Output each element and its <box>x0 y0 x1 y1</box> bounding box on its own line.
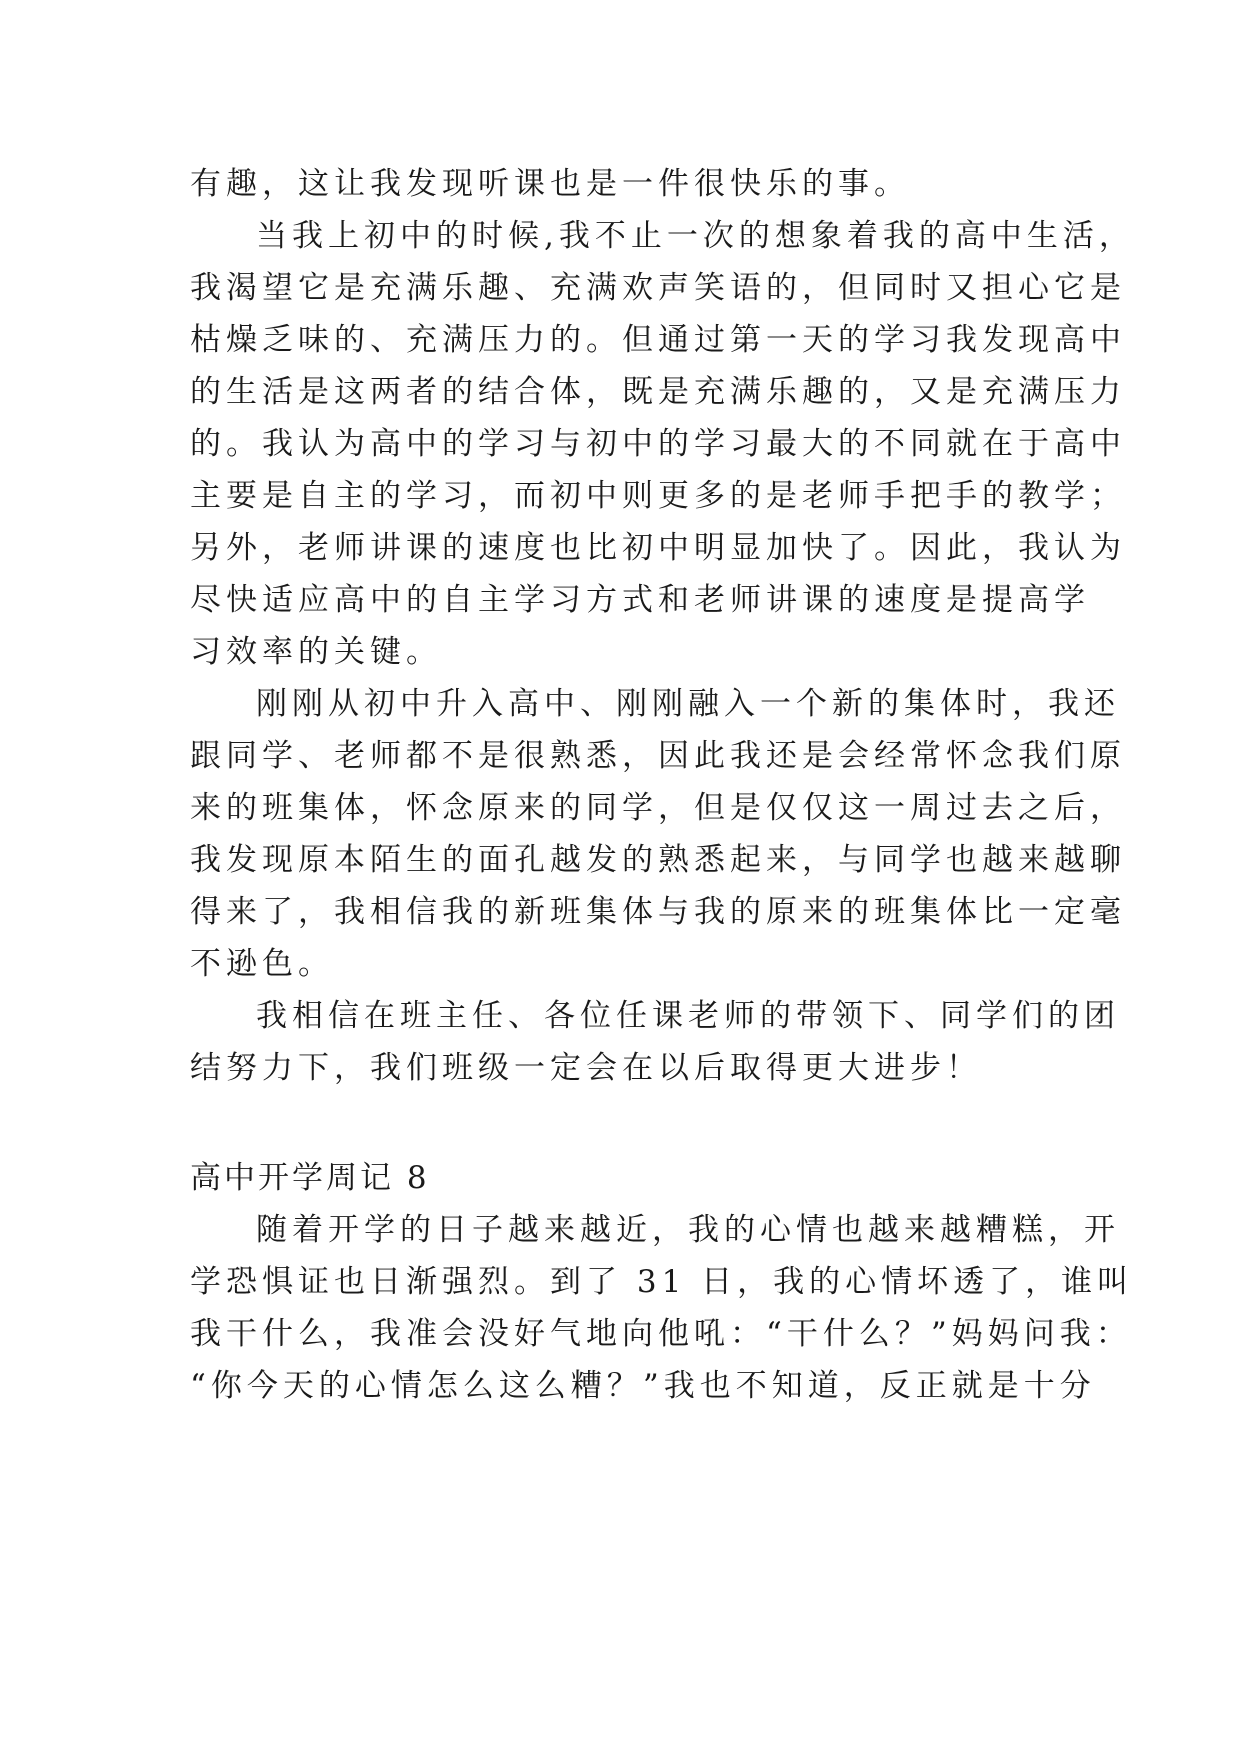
essay-8-body <box>190 1204 1134 1412</box>
text-line: 有趣，这让我发现听课也是一件很快乐的事。 <box>190 166 910 202</box>
text-line: 我干什么，我准会没好气地向他吼：“干什么？”妈妈问我： <box>190 1316 1132 1352</box>
text-line: 主要是自主的学习，而初中则更多的是老师手把手的教学； <box>190 478 1126 514</box>
text-line: 另外，老师讲课的速度也比初中明显加快了。因此，我认为 <box>190 530 1126 566</box>
text-line: 我相信在班主任、各位任课老师的带领下、同学们的团 <box>256 998 1120 1034</box>
text-line: 不逊色。 <box>190 946 334 982</box>
section-gap <box>190 1094 1090 1152</box>
text-line: 当我上初中的时候,我不止一次的想象着我的高中生活， <box>256 218 1135 254</box>
text-line: 我发现原本陌生的面孔越发的熟悉起来，与同学也越来越聊 <box>190 842 1126 878</box>
text-line: 刚刚从初中升入高中、刚刚融入一个新的集体时，我还 <box>256 686 1120 722</box>
text-line: 我渴望它是充满乐趣、充满欢声笑语的，但同时又担心它是 <box>190 270 1126 306</box>
section-heading: 高中开学周记 8 <box>190 1160 430 1196</box>
text-line: “你今天的心情怎么这么糟？”我也不知道，反正就是十分 <box>190 1368 1096 1404</box>
text-line: 的。我认为高中的学习与初中的学习最大的不同就在于高中 <box>190 426 1126 462</box>
text-line: 学恐惧证也日渐强烈。到了 31 日，我的心情坏透了，谁叫 <box>190 1264 1134 1300</box>
text-line: 来的班集体，怀念原来的同学，但是仅仅这一周过去之后， <box>190 790 1126 826</box>
text-line: 随着开学的日子越来越近，我的心情也越来越糟糕，开 <box>256 1212 1120 1248</box>
text-line: 枯燥乏味的、充满压力的。但通过第一天的学习我发现高中 <box>190 322 1126 358</box>
text-line: 结努力下，我们班级一定会在以后取得更大进步！ <box>190 1050 982 1086</box>
text-line: 得来了，我相信我的新班集体与我的原来的班集体比一定毫 <box>190 894 1126 930</box>
document-body <box>190 158 1135 1412</box>
text-line: 跟同学、老师都不是很熟悉，因此我还是会经常怀念我们原 <box>190 738 1126 774</box>
text-line: 习效率的关键。 <box>190 634 442 670</box>
text-line: 的生活是这两者的结合体，既是充满乐趣的，又是充满压力 <box>190 374 1126 410</box>
essay-continuation <box>190 158 1135 1094</box>
text-line: 尽快适应高中的自主学习方式和老师讲课的速度是提高学 <box>190 582 1090 618</box>
